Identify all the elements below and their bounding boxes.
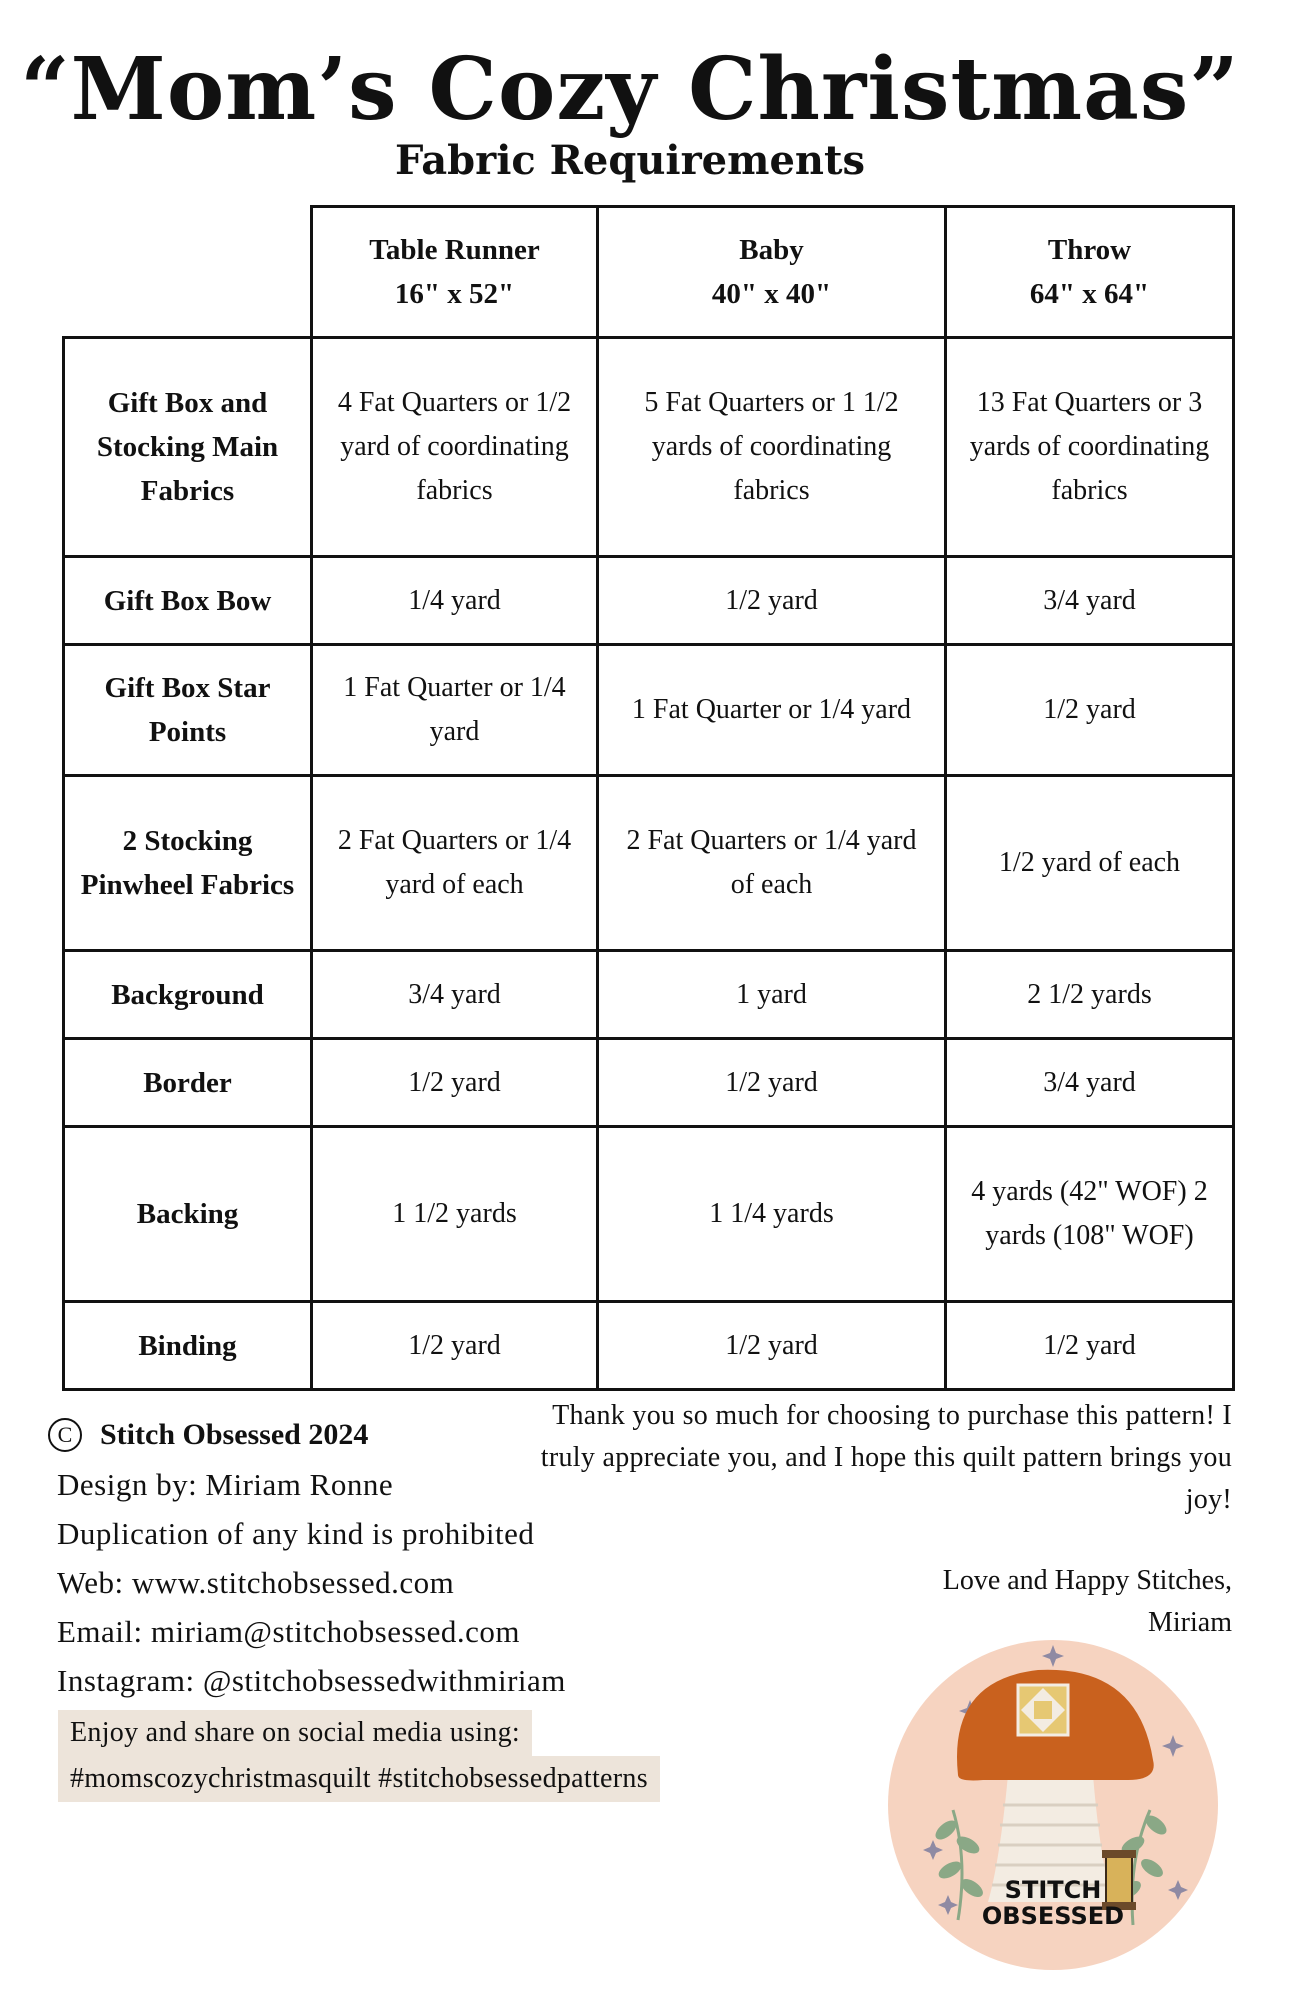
table-cell: 1/2 yard of each — [946, 776, 1234, 951]
instagram-link[interactable]: Instagram: @stitchobsessedwithmiriam — [57, 1663, 566, 1698]
fabric-requirements-table — [62, 205, 1235, 1391]
table-row — [64, 1127, 1234, 1302]
table-row — [64, 1039, 1234, 1127]
table-cell: 2 Fat Quarters or 1/4 yard of each — [312, 776, 598, 951]
table-header-row — [64, 207, 1234, 338]
row-label: Border — [64, 1039, 312, 1127]
signature: Miriam — [1148, 1607, 1232, 1638]
hashtag-box — [58, 1710, 660, 1802]
table-cell: 3/4 yard — [946, 1039, 1234, 1127]
contact-info — [48, 1410, 566, 1705]
table-cell: 4 Fat Quarters or 1/2 yard of coordinating fabrics — [312, 338, 598, 557]
stitch-obsessed-logo — [888, 1640, 1218, 1970]
table-cell: 1/2 yard — [312, 1039, 598, 1127]
table-row — [64, 1302, 1234, 1390]
table-row — [64, 951, 1234, 1039]
row-label: Background — [64, 951, 312, 1039]
table-row — [64, 557, 1234, 645]
table-cell: 3/4 yard — [312, 951, 598, 1039]
row-label: Backing — [64, 1127, 312, 1302]
table-cell: 4 yards (42" WOF) 2 yards (108" WOF) — [946, 1127, 1234, 1302]
thank-you-note: Thank you so much for choosing to purchase this pattern! I truly appreciate you, and I hope this quilt pattern brings you joy! — [540, 1400, 1232, 1515]
duplication-notice: Duplication of any kind is prohibited — [57, 1516, 535, 1551]
table-cell: 1 yard — [598, 951, 946, 1039]
hashtags: #momscozychristmasquilt #stitchobsessedpatterns — [58, 1756, 660, 1802]
row-label: Gift Box and Stocking Main Fabrics — [64, 338, 312, 557]
thread-spool-icon — [1102, 1850, 1136, 1910]
website-link[interactable]: Web: www.stitchobsessed.com — [57, 1565, 455, 1600]
table-cell: 1/2 yard — [598, 1039, 946, 1127]
copyright-line — [48, 1410, 566, 1460]
table-corner-cell — [64, 207, 312, 338]
table-cell: 2 1/2 yards — [946, 951, 1234, 1039]
hashtag-intro: Enjoy and share on social media using: — [58, 1710, 532, 1756]
row-label: 2 Stocking Pinwheel Fabrics — [64, 776, 312, 951]
column-header-baby: Baby 40" x 40" — [598, 207, 946, 338]
quilt-block-icon — [1018, 1685, 1068, 1735]
row-label: Gift Box Star Points — [64, 645, 312, 776]
designer-credit: Design by: Miriam Ronne — [57, 1467, 394, 1502]
table-cell: 1/2 yard — [946, 645, 1234, 776]
table-cell: 5 Fat Quarters or 1 1/2 yards of coordinating fabrics — [598, 338, 946, 557]
signoff — [943, 1560, 1232, 1644]
table-row — [64, 776, 1234, 951]
logo-text-obsessed: OBSESSED — [981, 1902, 1125, 1930]
table-cell: 1 Fat Quarter or 1/4 yard — [312, 645, 598, 776]
table-cell: 1/4 yard — [312, 557, 598, 645]
table-cell: 2 Fat Quarters or 1/4 yard of each — [598, 776, 946, 951]
table-cell: 3/4 yard — [946, 557, 1234, 645]
table-cell: 1/2 yard — [312, 1302, 598, 1390]
row-label: Gift Box Bow — [64, 557, 312, 645]
table-row — [64, 338, 1234, 557]
signoff-text: Love and Happy Stitches, — [942, 1565, 1232, 1596]
table-cell: 1 1/2 yards — [312, 1127, 598, 1302]
logo-text-stitch: STITCH — [1004, 1876, 1102, 1904]
table-cell: 1 Fat Quarter or 1/4 yard — [598, 645, 946, 776]
table-cell: 13 Fat Quarters or 3 yards of coordinating fabrics — [946, 338, 1234, 557]
table-row — [64, 645, 1234, 776]
table-cell: 1/2 yard — [598, 1302, 946, 1390]
column-header-table-runner: Table Runner 16" x 52" — [312, 207, 598, 338]
page-title: “Mom’s Cozy Christmas” — [20, 39, 1240, 140]
table-cell: 1/2 yard — [598, 557, 946, 645]
copyright-icon: C — [48, 1418, 82, 1452]
table-cell: 1/2 yard — [946, 1302, 1234, 1390]
email-link[interactable]: Email: miriam@stitchobsessed.com — [57, 1614, 520, 1649]
row-label: Binding — [64, 1302, 312, 1390]
table-cell: 1 1/4 yards — [598, 1127, 946, 1302]
column-header-throw: Throw 64" x 64" — [946, 207, 1234, 338]
copyright-text: Stitch Obsessed 2024 — [100, 1418, 369, 1451]
page-subtitle: Fabric Requirements — [395, 137, 865, 184]
